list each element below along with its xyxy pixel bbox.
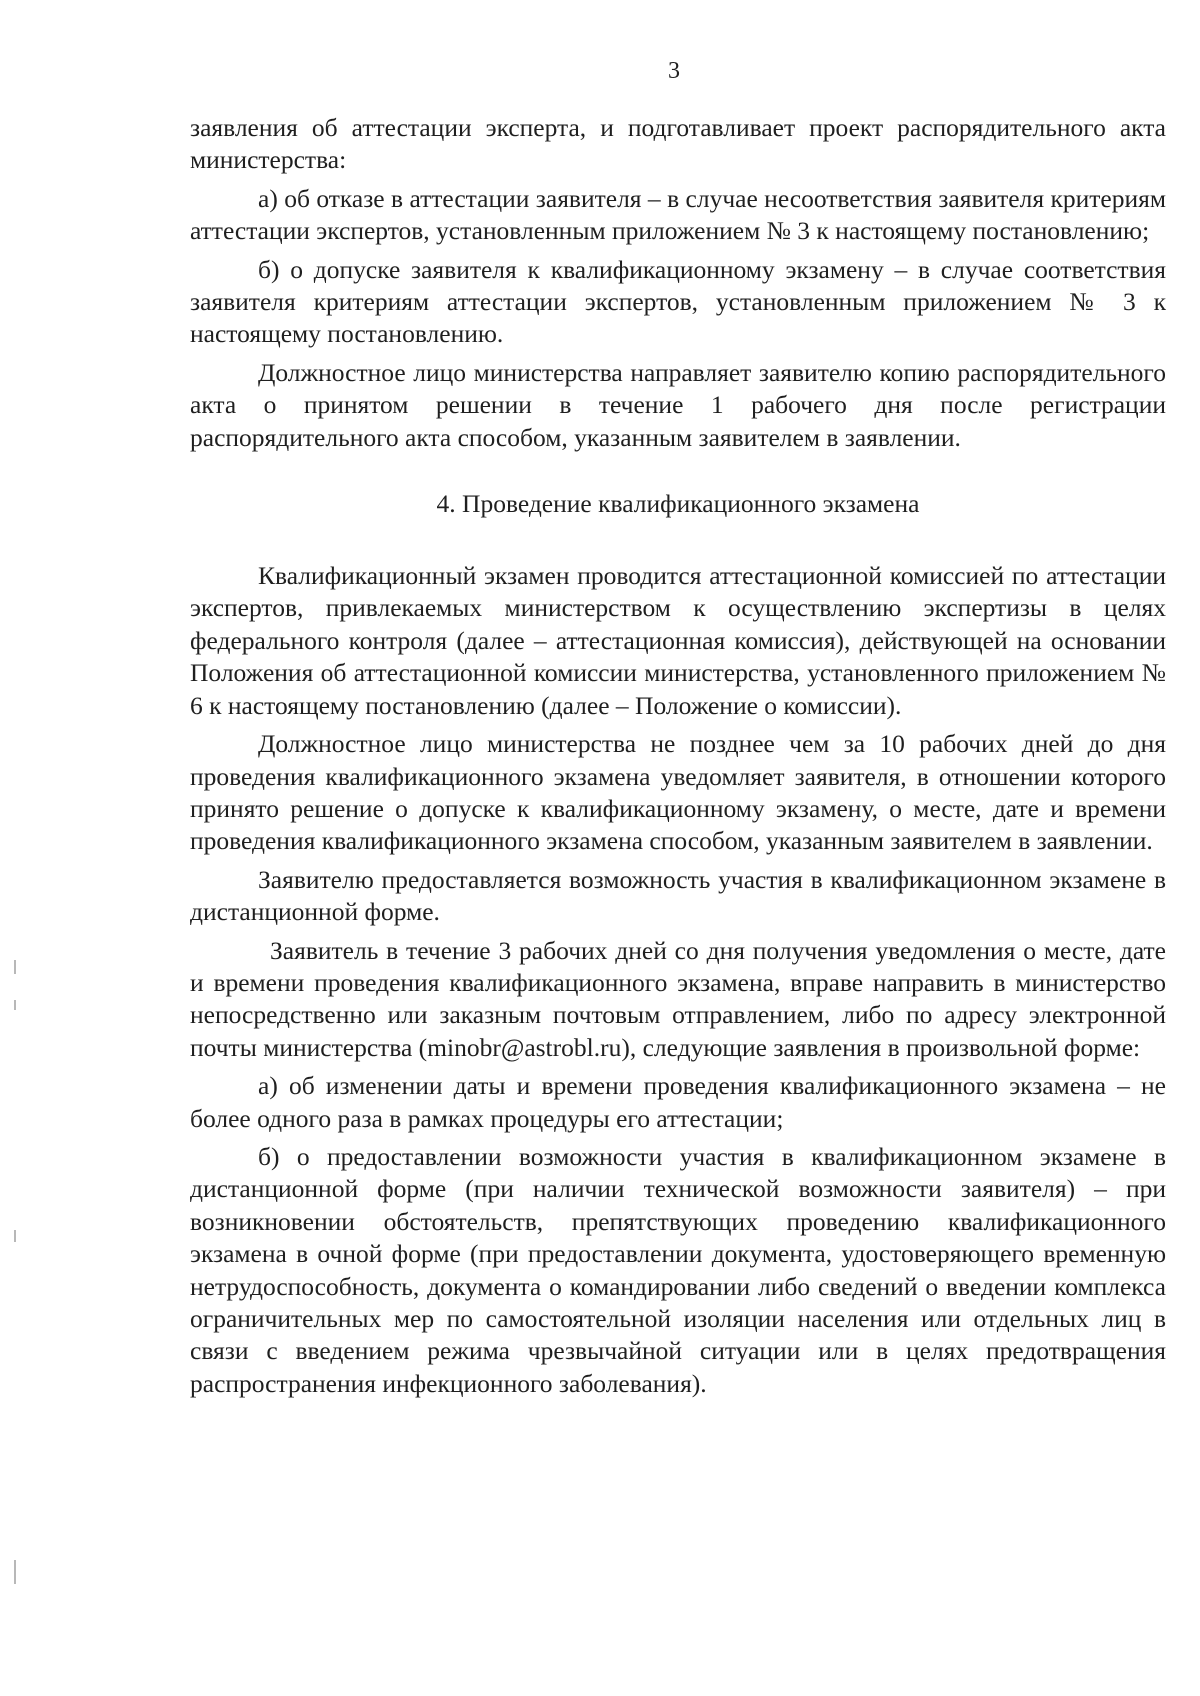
list-item-b-remote-form: б) о предоставлении возможности участия в квалификационном экзамене в дистанционной форме (при наличии технической возможности заявителя) – при возникновении обстоятельств, препятствующих проведению квалификационного экзамена в очной форме (при предоставлении документа, удостоверяющего временную нетрудоспособность, документа о командировании либо сведений о введении комплекса ограничительных мер по самостоятельной изоляции населения или отдельных лиц в связи с введением режима чрезвычайной ситуации или в целях предотвращения распространения инфекционного заболевания). [190,1141,1166,1398]
section-heading: 4. Проведение квалификационного экзамена [436,489,920,519]
scan-artifact-mark [14,960,16,974]
list-item-b-admission: б) о допуске заявителя к квалификационному экзамену – в случае соответствия заявителя критериям аттестации экспертов, установленным приложением № 3 к настоящему постановлению. [190,254,1166,349]
paragraph-applicant-requests: Заявитель в течение 3 рабочих дней со дня получения уведомления о месте, дате и времени проведения квалификационного экзамена, вправе направить в министерство непосредственно или заказным почтовым отправлением, либо по адресу электронной почты министерства (minobr@astrobl.ru), следующие заявления в произвольной форме: [190,935,1166,1062]
list-item-a-refusal: а) об отказе в аттестации заявителя – в случае несоответствия заявителя критериям аттестации экспертов, установленным приложением № 3 к настоящему постановлению; [190,183,1166,246]
scan-artifact-mark [14,1560,16,1584]
page-number: 3 [668,58,680,84]
paragraph-exam-commission: Квалификационный экзамен проводится аттестационной комиссией по аттестации экспертов, привлекаемых министерством к осуществлению экспертизы в целях федерального контроля (далее – аттестационная комиссия), действующей на основании Положения об аттестационной комиссии министерства, установленного приложением № 6 к настоящему постановлению (далее – Положение о комиссии). [190,561,1166,720]
paragraph-copy-of-act: Должностное лицо министерства направляет заявителю копию распорядительного акта о принятом решении в течение 1 рабочего дня после регистрации распорядительного акта способом, указанным заявителем в заявлении. [190,357,1166,452]
paragraph-continuation: заявления об аттестации эксперта, и подготавливает проект распорядительного акта министерства: [190,113,1166,175]
paragraph-exam-notification: Должностное лицо министерства не позднее чем за 10 рабочих дней до дня проведения квалификационного экзамена уведомляет заявителя, в отношении которого принято решение о допуске к квалификационному экзамену, о месте, дате и времени проведения квалификационного экзамена способом, указанным заявителем в заявлении. [190,729,1166,856]
scan-artifact-mark [14,1230,16,1242]
list-item-a-date-change: а) об изменении даты и времени проведения квалификационного экзамена – не более одного раза в рамках процедуры его аттестации; [190,1071,1166,1133]
document-body [190,112,1166,1400]
paragraph-remote-participation: Заявителю предоставляется возможность участия в квалификационном экзамене в дистанционной форме. [190,864,1166,927]
scan-artifact-mark [14,1000,16,1010]
